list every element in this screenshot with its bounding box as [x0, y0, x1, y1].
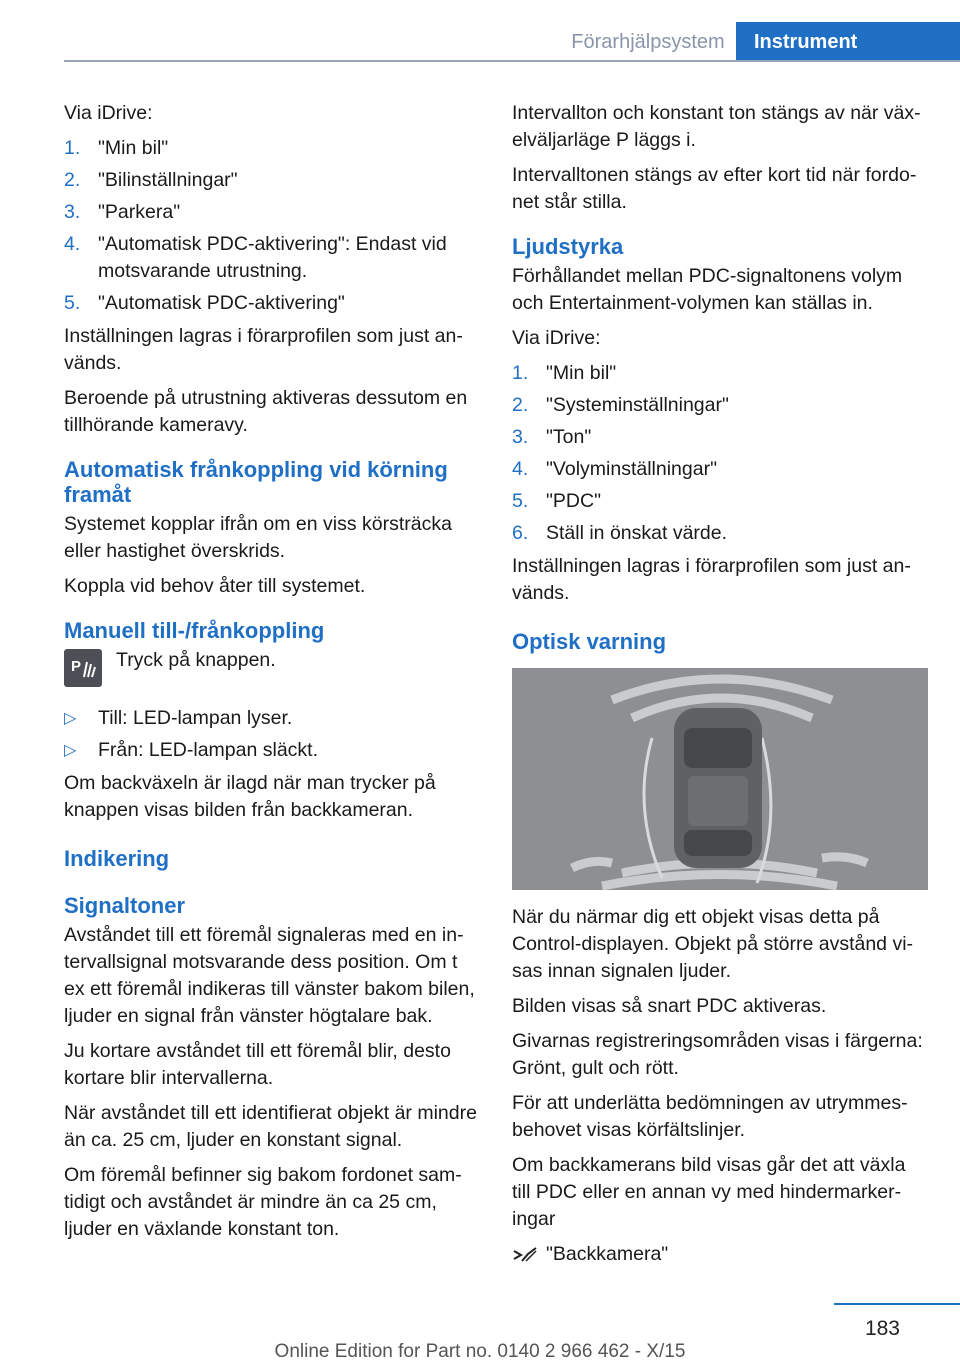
press-button-text: Tryck på knappen. [116, 649, 276, 671]
step-text: "Automatisk PDC-aktivering" [98, 292, 345, 314]
step-text: "Min bil" [546, 362, 617, 384]
led-status-list [64, 705, 480, 764]
paragraph: Givarnas registreringsområden visas i färgerna: Grönt, gult och rött. [512, 1030, 923, 1079]
paragraph: Intervallton och konstant ton stängs av när växelväljarläge P läggs i. [512, 102, 921, 151]
step-number: 4. [512, 458, 529, 480]
list-item [512, 392, 928, 419]
heading-manual-toggle: Manuell till-/frånkoppling [64, 618, 325, 643]
step-number: 6. [512, 522, 529, 544]
page-number: 183 [864, 1317, 900, 1340]
via-idrive-label: Via iDrive: [512, 327, 601, 349]
footer-rule [834, 1303, 960, 1305]
paragraph: För att underlätta bedömningen av utrymmesbehovet visas körfältslinjer. [512, 1092, 908, 1141]
page-footer [0, 1303, 960, 1362]
step-number: 4. [64, 233, 81, 255]
chapter-tab: Instrument [736, 22, 960, 62]
paragraph: Inställningen lagras i förarprofilen som just används. [64, 325, 463, 374]
heading-auto-disconnect: Automatisk frånkoppling vid körning framåt [64, 457, 448, 507]
list-item [64, 290, 480, 317]
step-text: "Min bil" [98, 137, 169, 159]
pdc-button-row [64, 647, 480, 691]
paragraph: Bilden visas så snart PDC aktiveras. [512, 995, 827, 1017]
step-text: "Volyminställningar" [546, 458, 718, 480]
list-item [64, 737, 480, 764]
step-number: 2. [512, 394, 529, 416]
list-item [64, 705, 480, 732]
list-item [64, 231, 480, 285]
paragraph: Ju kortare avståndet till ett föremål blir, desto kortare blir intervallerna. [64, 1040, 451, 1089]
svg-text:P: P [71, 658, 82, 675]
via-idrive-label: Via iDrive: [64, 102, 153, 124]
paragraph: Om backkamerans bild visas går det att växla till PDC eller en annan vy med hindermarkeringar [512, 1154, 906, 1230]
left-column [64, 100, 480, 1251]
step-text: "Ton" [546, 426, 592, 448]
step-text: "PDC" [546, 490, 602, 512]
list-item [64, 167, 480, 194]
step-number: 5. [512, 490, 529, 512]
page-header [0, 0, 960, 62]
list-item [512, 520, 928, 547]
section-title: Förarhjälpsystem [571, 31, 725, 53]
step-number: 3. [512, 426, 529, 448]
triangle-bullet-icon: ▷ [64, 742, 77, 759]
step-text: "Automatisk PDC-aktivering": Endast vid motsvarande utrustning. [98, 233, 447, 282]
right-column [512, 100, 928, 1268]
triangle-bullet-icon: ▷ [64, 710, 77, 727]
heading-optical-warning: Optisk varning [512, 629, 667, 654]
paragraph: Intervalltonen stängs av efter kort tid när fordonet står stilla. [512, 164, 917, 213]
step-number: 2. [64, 169, 81, 191]
list-item [64, 135, 480, 162]
bullet-text: Till: LED-lampan lyser. [98, 707, 293, 729]
step-text: "Systeminställningar" [546, 394, 729, 416]
bullet-text: Från: LED-lampan släckt. [98, 739, 318, 761]
step-text: Ställ in önskat värde. [546, 522, 728, 544]
step-text: "Bilinställningar" [98, 169, 238, 191]
step-text: "Parkera" [98, 201, 181, 223]
idrive-steps-list [64, 135, 480, 317]
paragraph: När du närmar dig ett objekt visas detta på Control-displayen. Objekt på större avstånd visas innan signalen ljuder. [512, 906, 914, 982]
paragraph: Om backväxeln är ilagd när man trycker på knappen visas bilden från backkameran. [64, 772, 436, 821]
paragraph: Inställningen lagras i förarprofilen som just används. [512, 555, 911, 604]
paragraph: Förhållandet mellan PDC-signaltonens volym och Entertainment-volymen kan ställas in. [512, 265, 903, 314]
paragraph: Systemet kopplar ifrån om en viss körsträcka eller hastighet överskrids. [64, 513, 452, 562]
heading-signal-tones: Signaltoner [64, 893, 186, 918]
paragraph: När avståndet till ett identifierat objekt är mindre än ca. 25 cm, ljuder en konstant signal. [64, 1102, 477, 1151]
header-rule [64, 60, 960, 62]
edition-text: Online Edition for Part no. 0140 2 966 462 - X/15 [274, 1341, 686, 1362]
step-number: 5. [64, 292, 81, 314]
paragraph: Beroende på utrustning aktiveras dessutom en tillhörande kameravy. [64, 387, 468, 436]
paragraph: Koppla vid behov åter till systemet. [64, 575, 366, 597]
list-item [512, 488, 928, 515]
step-number: 1. [512, 362, 529, 384]
list-item [512, 456, 928, 483]
backup-camera-icon [512, 1245, 538, 1273]
list-item [512, 424, 928, 451]
step-number: 1. [64, 137, 81, 159]
idrive-steps-list [512, 360, 928, 547]
list-item [64, 199, 480, 226]
list-item [512, 360, 928, 387]
backup-camera-label: "Backkamera" [546, 1243, 669, 1265]
heading-indication: Indikering [64, 846, 170, 871]
backup-camera-row [512, 1241, 928, 1268]
heading-volume: Ljudstyrka [512, 234, 624, 259]
paragraph: Om föremål befinner sig bakom fordonet samtidigt och avståndet är mindre än ca 25 cm, ljuder en växlande konstant ton. [64, 1164, 462, 1240]
step-number: 3. [64, 201, 81, 223]
paragraph: Avståndet till ett föremål signaleras med en intervallsignal motsvarande dess position. Om t ex ett föremål indikeras till vänster bakom bilen, ljuder en signal från vänster högtalare bak. [64, 924, 475, 1027]
pdc-button-icon [64, 649, 102, 687]
pdc-display-image [512, 668, 928, 890]
